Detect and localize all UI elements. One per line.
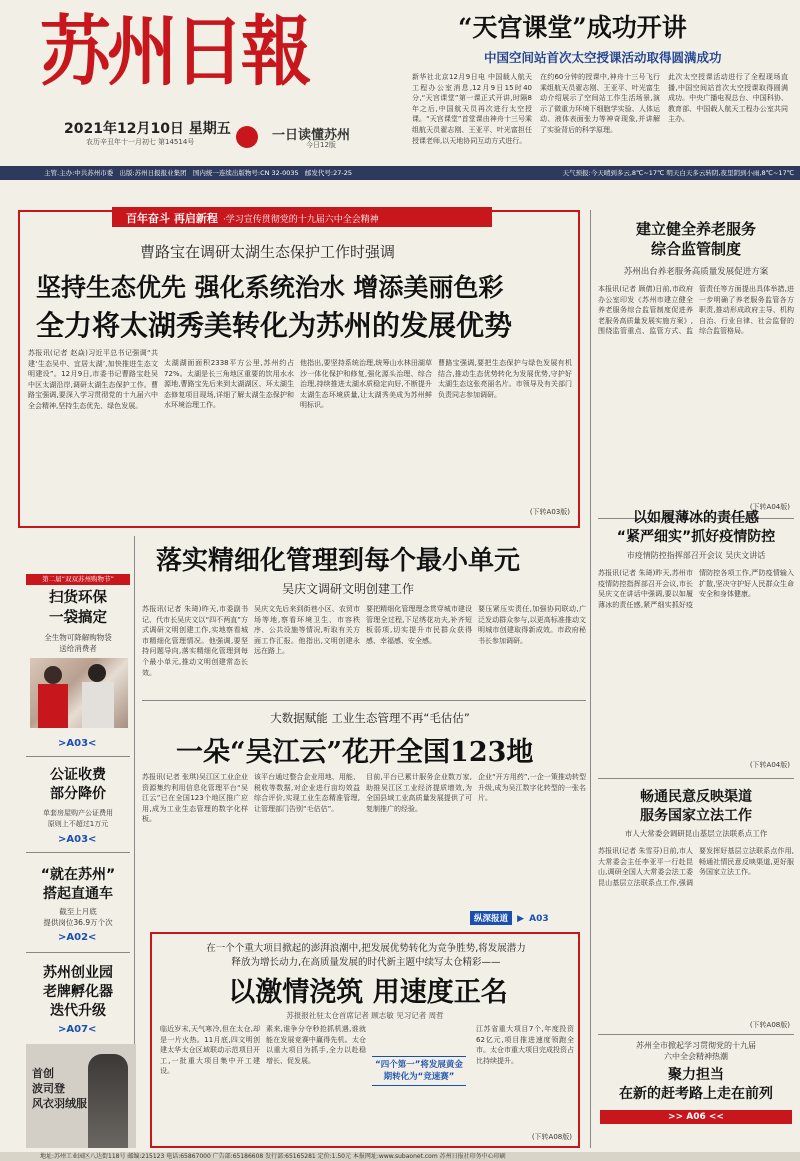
sidebar-3-text: 苏报讯(记者 朱雪芬)日前,市人大常委会主任李亚平一行赴昆山,调研全国人大常委会法工委昆山基层立法联系点工作,强调要发挥好基层立法联系点作用,畅通社情民意反映渠道,更好服务国家立法工作。 <box>598 847 794 887</box>
weather: 天气预报:今天晴到多云,8℃~17℃ 明天白天多云转阴,夜里阴到小雨,8℃~17℃ <box>562 169 794 177</box>
shopper-figure-1 <box>44 666 62 684</box>
left-sep-1 <box>26 756 130 757</box>
sidebar-4-title: 聚力担当 在新的赶考路上走在前列 <box>619 1067 773 1102</box>
lead-title-1: 坚持生态优先 强化系统治水 增添美丽色彩 <box>36 273 504 302</box>
banner-title: 百年奋斗 再启新程 <box>126 212 218 225</box>
left-1-tag: 第二届“双双苏州购物节” <box>26 574 130 585</box>
lead-kicker: 曹路宝在调研太湖生态保护工作时强调 <box>140 243 396 261</box>
info-cn: 国内统一连续出版物号:CN 32-0035 <box>192 169 299 177</box>
left-1-title: 扫货环保 一袋搞定 <box>49 590 107 626</box>
info-post: 邮发代号:27-25 <box>304 169 352 177</box>
mid-col-3: 要把精细化管理理念贯穿城市建设管理全过程,下足绣花功夫,补齐短板弱项,切实提升市民群众获得感、幸福感、安全感。 <box>366 605 472 645</box>
yun-col-4: 企业“开方用药”,一企一策推动转型升级,成为吴江数字化转型的一张名片。 <box>478 773 586 803</box>
top-story-title: “天宫课堂”成功开讲 <box>458 13 687 42</box>
ad-title: 首创 波司登 风衣羽绒服 <box>32 1067 87 1110</box>
left-2-title: 公证收费 部分降价 <box>50 767 106 802</box>
sidebar-4-ref[interactable]: >> A06 << <box>600 1110 792 1124</box>
mid-title: 落实精细化管理到每个最小单元 <box>156 546 521 576</box>
sidebar-3-sub: 市人大常委会调研昆山基层立法联系点工作 <box>624 829 768 838</box>
left-sep-2 <box>26 852 130 853</box>
sidebar-2-continue: (下转A04版) <box>749 761 790 769</box>
seal-logo <box>236 126 258 148</box>
left-2-sub: 单套房屋购产公证费用 原则上不超过1万元 <box>43 809 113 828</box>
yun-col-1: 苏报讯(记者 张琪)吴江区工业企业资源集约利用信息化管理平台“吴江云”已在全国123个地区推广应用,成为工业生态管理的数字化样板。 <box>142 773 248 824</box>
banner-sub: ·学习宣传贯彻党的十九届六中全会精神 <box>222 215 379 225</box>
yun-col-3: 目前,平台已累计服务企业数万家,助推吴江区工业经济提质增效,为全国县域工业高质量发展提供了可复制推广的经验。 <box>366 773 472 813</box>
mid-col-2: 吴庆文先后来到街巷小区、农贸市场等地,察看环境卫生、市容秩序、公共设施等情况,听取有关方面工作汇报。他指出,文明创建永远在路上。 <box>254 605 360 656</box>
issue-number: 第14514号 <box>158 138 195 146</box>
yun-title: 一朵“吴江云”花开全国123地 <box>176 737 534 768</box>
left-4-title: 苏州创业园 老牌孵化器 迭代升级 <box>43 965 113 1019</box>
info-bar <box>0 166 800 180</box>
shopping-photo <box>30 658 128 728</box>
sidebar-2-text: 苏报讯(记者 朱琦)昨天,苏州市疫情防控指挥部召开会议,市长吴庆文在讲话中强调,要以如履薄冰的责任感,紧严细实抓好疫情防控各项工作,严防疫情输入扩散,坚决守护好人民群众生命安全和身体健康。 <box>598 569 794 609</box>
yun-col-2: 该平台通过整合企业用地、用能、税收等数据,对企业进行亩均效益综合评价,实现工业生态精准管理,让管理部门告别“毛估估”。 <box>254 773 360 813</box>
box-sub-head: “四个第一”将发展黄金期转化为“竞速赛” <box>372 1056 466 1086</box>
box-kicker-2: 释放为增长动力,在高质量发展的时代新主题中续写太仓精彩—— <box>231 957 501 968</box>
sidebar-2-title: 以如履薄冰的责任感 “紧严细实”抓好疫情防控 <box>616 510 776 545</box>
ad-panel <box>26 1044 136 1148</box>
left-1-ref[interactable]: >A03< <box>58 738 97 749</box>
mid-sep <box>142 700 586 701</box>
banner <box>112 207 492 227</box>
lead-continue: (下转A03版) <box>529 508 570 516</box>
left-sep-3 <box>26 952 130 953</box>
box-col-3: 江苏省重大项目7个,年度投资62亿元,项目推进速度领跑全市。太仓市重大项目完成投资占比持续提升。 <box>476 1025 574 1065</box>
sidebar-3-continue: (下转A08版) <box>749 1021 790 1029</box>
shopper-figure-body-1 <box>38 684 68 728</box>
mid-col-1: 苏报讯(记者 朱琦)昨天,市委副书记、代市长吴庆文以“四不两直”方式调研文明创建工作,实地察看城市精细化管理情况。他强调,要坚持问题导向,落实精细化管理到每个最小单元,推动文明创建常态长效。 <box>142 605 248 677</box>
lead-col-4: 曹路宝强调,要把生态保护与绿色发展有机结合,推动生态优势转化为发展优势,守护好太湖生态这张亮丽名片。市领导及有关部门负责同志参加调研。 <box>438 359 572 399</box>
lead-title-2: 全力将太湖秀美转化为苏州的发展优势 <box>36 309 513 342</box>
yun-deep-link[interactable] <box>470 906 549 925</box>
mid-sub: 吴庆文调研文明创建工作 <box>281 582 414 596</box>
sidebar-4-kicker: 苏州全市掀起学习贯彻党的十九届 六中全会精神热潮 <box>636 1041 756 1061</box>
box-kicker-1: 在一个个重大项目掀起的澎湃浪潮中,把发展优势转化为竞争胜势,将发展潜力 <box>206 943 526 954</box>
arrow-right-icon: ▶ <box>517 914 525 924</box>
yun-ref: A03 <box>529 914 549 924</box>
sidebar-3-title: 畅通民意反映渠道 服务国家立法工作 <box>640 789 752 824</box>
sidebar-1-title: 建立健全养老服务 综合监管制度 <box>635 220 756 258</box>
info-publisher: 主管.主办:中共苏州市委 <box>44 169 114 177</box>
sidebar-1-text: 本报讯(记者 顾倩)日前,市政府办公室印发《苏州市建立健全养老服务综合监管制度促进养老服务高质量发展实施方案》,围绕监管重点、监管方式、监管责任等方面提出具体举措,进一步明确了养老服务监管各方职责,推动形成政府主导、机构自治、行业自律、社会监督的综合监管格局。 <box>598 285 794 336</box>
newspaper-logo: 苏州日報 <box>40 7 308 96</box>
lead-col-2: 太湖湖面面积2338平方公里,苏州约占72%。太湖是长三角地区重要的饮用水水源地,曹路宝先后来到太湖湖区、环太湖生态修复项目现场,详细了解太湖生态保护和水环境治理工作。 <box>164 359 294 410</box>
yun-kicker: 大数据赋能 工业生态管理不再“毛估估” <box>270 711 470 725</box>
box-col-1: 临近岁末,天气寒冷,但在太仓,却是一片火热。11月底,四文明创建太华太仓区域联动示范项目开工,一批重大项目集中开工建设。 <box>160 1025 260 1076</box>
left-3-ref[interactable]: >A02< <box>58 932 97 943</box>
left-2-ref[interactable]: >A03< <box>58 834 97 845</box>
lunar-date: 农历辛丑年十一月初七 <box>86 138 156 146</box>
pages-count: 今日12版 <box>306 141 336 149</box>
shopper-figure-2 <box>88 664 106 682</box>
slogan: 一日读懂苏州 <box>272 128 351 143</box>
shopper-figure-body-2 <box>82 682 114 728</box>
ad-model-figure <box>88 1054 128 1148</box>
lead-col-3: 他指出,要坚持系统治理,统筹山水林田湖草沙一体化保护和修复,强化源头治理、综合治理,持续推进太湖水质稳定向好,不断提升太湖生态环境质量,让太湖秀美成为苏州鲜明标识。 <box>300 359 432 410</box>
left-1-sub: 全生物可降解购物袋 送给消费者 <box>44 633 112 653</box>
top-story-col-2: 在约60分钟的授课中,神舟十三号飞行乘组航天员翟志刚、王亚平、叶光富生动介绍展示了空间站工作生活场景,演示了微重力环境下细胞学实验、人体运动、液体表面张力等神奇现象,并讲解了实验背后的科学原理。 <box>540 73 660 134</box>
info-print: 出版:苏州日报报业集团 <box>119 169 187 177</box>
left-3-sub: 截至上月底 提供岗位36.9万个次 <box>43 907 113 927</box>
sidebar-sep-2 <box>598 778 794 779</box>
issue-date: 2021年12月10日 星期五 <box>64 121 231 137</box>
left-4-ref[interactable]: >A07< <box>58 1024 97 1035</box>
top-story-col-1: 新华社北京12月9日电 中国载人航天工程办公室消息,12月9日15时40分,“天宫课堂”第一课正式开讲,时隔8年之后,中国航天员再次进行太空授课。“天宫课堂”首堂课由神舟十三号乘组航天员翟志刚、王亚平、叶光富担任授课老师,以天地协同互动方式进行。 <box>412 73 532 145</box>
sidebar-1-continue: (下转A04版) <box>749 503 790 511</box>
footer-text: 地址:苏州工业园区八达街118号 邮编:215123 电话:65867000 广告部:65186608 发行部:65165281 定价:1.50元 本报网址:www.subaonet.com 苏州日报社印务中心印刷 <box>40 1153 506 1160</box>
box-title: 以激情浇筑 用速度正名 <box>228 977 508 1008</box>
top-story-col-3: 此次太空授课活动进行了全程现场直播,中国空间站首次太空授课取得圆满成功。中央广播电视总台、中国科协、教育部、中国载人航天工程办公室共同主办。 <box>668 73 788 124</box>
box-col-2: 素来,谁争分夺秒抢抓机遇,谁就能在发展竞赛中赢得先机。太仓以重大项目为抓手,全力以赴稳增长、促发展。 <box>266 1025 366 1065</box>
sidebar-sep-3 <box>598 1034 794 1035</box>
sidebar-1-sub: 苏州出台养老服务高质量发展促进方案 <box>623 267 769 277</box>
sidebar-2-sub: 市疫情防控指挥部召开会议 吴庆文讲话 <box>626 551 766 560</box>
lead-col-1: 苏报讯(记者 赵焱)习近平总书记强调“共建‘生态吴中、宜居太湖’,加快推进生态文明建设”。12月9日,市委书记曹路宝赴吴中区太湖沿岸,调研太湖生态保护工作。曹路宝强调,要深入学习贯彻党的十九届六中全会精神,坚持生态优先、绿色发展。 <box>28 349 158 410</box>
yun-link-label: 纵深报道 <box>470 911 512 925</box>
sidebar-divider <box>590 210 591 1148</box>
top-story-subtitle: 中国空间站首次太空授课活动取得圆满成功 <box>484 50 722 65</box>
mid-col-4: 要压紧压实责任,加强协同联动,广泛发动群众参与,以更高标准推动文明城市创建取得新成效。市政府秘书长参加调研。 <box>478 605 586 645</box>
left-3-title: “就在苏州” 搭起直通车 <box>40 867 116 902</box>
box-continue: (下转A08版) <box>531 1133 572 1141</box>
box-byline: 苏报报社驻太仓首席记者 顾志敏 见习记者 周哲 <box>286 1011 444 1020</box>
